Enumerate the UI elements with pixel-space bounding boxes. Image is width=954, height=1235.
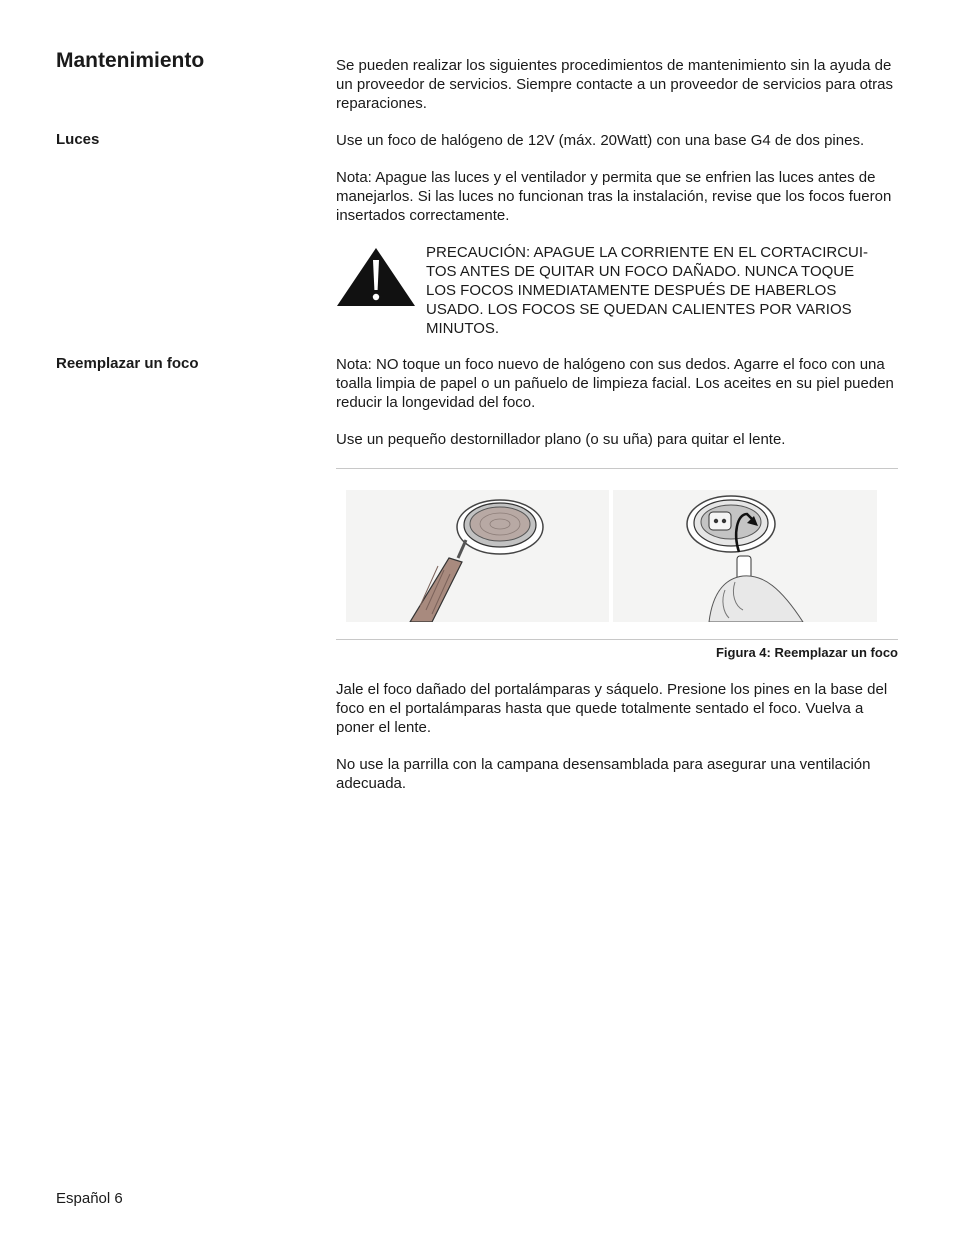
figure-caption: Figura 4: Reemplazar un foco	[715, 645, 898, 660]
reemplazar-paragraph-4: No use la parrilla con la campana desensamblada para asegurar una ventilación adecuada.	[336, 756, 871, 792]
warning-line: MINUTOS.	[426, 320, 500, 337]
page-footer: Español 6	[56, 1190, 123, 1207]
luces-paragraph-1: Use un foco de halógeno de 12V (máx. 20Watt) con una base G4 de dos pines.	[336, 132, 865, 149]
warning-line: PRECAUCIÓN: APAGUE LA CORRIENTE EN EL CORTACIRCUI-	[426, 244, 869, 261]
figure-screwdriver-image	[346, 490, 609, 622]
warning-line: LOS FOCOS INMEDIATAMENTE DESPUÉS DE HABERLOS	[426, 282, 837, 299]
reemplazar-heading: Reemplazar un foco	[56, 355, 199, 372]
warning-triangle-icon	[337, 246, 417, 308]
intro-paragraph: Se pueden realizar los siguientes procedimientos de mantenimiento sin la ayuda de un proveedor de servicios. Siempre contacte a un proveedor de servicios para otras reparaciones.	[336, 57, 893, 112]
reemplazar-paragraph-2: Use un pequeño destornillador plano (o su uña) para quitar el lente.	[336, 431, 786, 448]
warning-text	[426, 243, 896, 338]
page-title: Mantenimiento	[56, 49, 205, 72]
luces-paragraph-2: Nota: Apague las luces y el ventilador y permita que se enfrien las luces antes de manejarlos. Si las luces no funcionan tras la instalación, revise que los focos fueron insertados correctamente.	[336, 169, 892, 224]
figure-bottom-rule	[336, 639, 898, 640]
warning-line: TOS ANTES DE QUITAR UN FOCO DAÑADO. NUNCA TOQUE	[426, 263, 855, 280]
figure-bulb-removal-image	[613, 490, 877, 622]
luces-heading: Luces	[56, 131, 100, 148]
warning-line: USADO. LOS FOCOS SE QUEDAN CALIENTES POR VARIOS	[426, 301, 852, 318]
reemplazar-paragraph-1: Nota: NO toque un foco nuevo de halógeno con sus dedos. Agarre el foco con una toalla limpia de papel o un pañuelo de limpieza facial. Los aceites en su piel pueden reducir la longevidad del foco.	[336, 356, 894, 411]
figure-top-rule	[336, 468, 898, 469]
reemplazar-paragraph-3: Jale el foco dañado del portalámparas y sáquelo. Presione los pines en la base del foco en el portalámparas hasta que quede totalmente sentado el foco. Vuelva a poner el lente.	[336, 681, 888, 736]
